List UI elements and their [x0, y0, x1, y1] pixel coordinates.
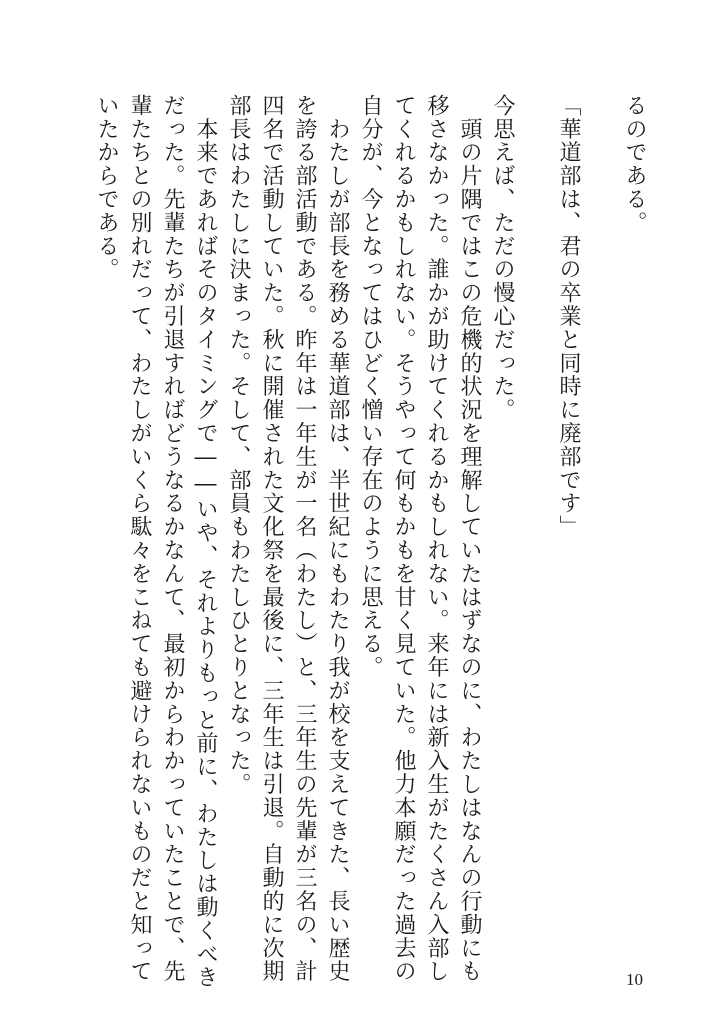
blank-line — [519, 94, 552, 954]
text-line: 本来であればそのタイミングで――いや、それよりもっと前に、わたしは動くべき — [193, 94, 218, 990]
text-line: いたからである。 — [94, 94, 119, 282]
text-line: 移さなかった。誰かが助けてくれるかもしれない。来年には新入生がたくさん入部し — [424, 94, 449, 984]
text-line: 今思えば、ただの慢心だった。 — [490, 94, 515, 422]
blank-line — [585, 94, 618, 954]
text-line: 部長はわたしに決まった。そして、部員もわたしひとりとなった。 — [226, 94, 251, 796]
text-line: を誇る部活動である。昨年は一年生が一名（わたし）と、三年生の先輩が三名の、計 — [292, 94, 317, 984]
text-line: 四名で活動していた。秋に開催された文化祭を最後に、三年生は引退。自動的に次期 — [259, 94, 284, 984]
page-number: 10 — [626, 970, 643, 989]
text-line: 頭の片隅ではこの危機的状況を理解していたはずなのに、わたしはなんの行動にも — [457, 94, 482, 984]
text-line: てくれるかもしれない。そうやって何もかもを甘く見ていた。他力本願だった過去の — [391, 94, 416, 984]
dialogue-line: 「華道部は、君の卒業と同時に廃部です」 — [556, 94, 581, 539]
text-line: 輩たちとの別れだって、わたしがいくら駄々をこねても避けられないものだと知って — [127, 94, 152, 984]
text-line: わたしが部長を務める華道部は、半世紀にもわたり我が校を支えてきた、長い歴史 — [325, 94, 350, 984]
text-line: るのである。 — [622, 94, 647, 235]
text-line: だった。先輩たちが引退すればどうなるかなんて、最初からわかっていたことで、先 — [160, 94, 185, 984]
text-line: 自分が、今となってはひどく憎い存在のように思える。 — [358, 94, 383, 679]
